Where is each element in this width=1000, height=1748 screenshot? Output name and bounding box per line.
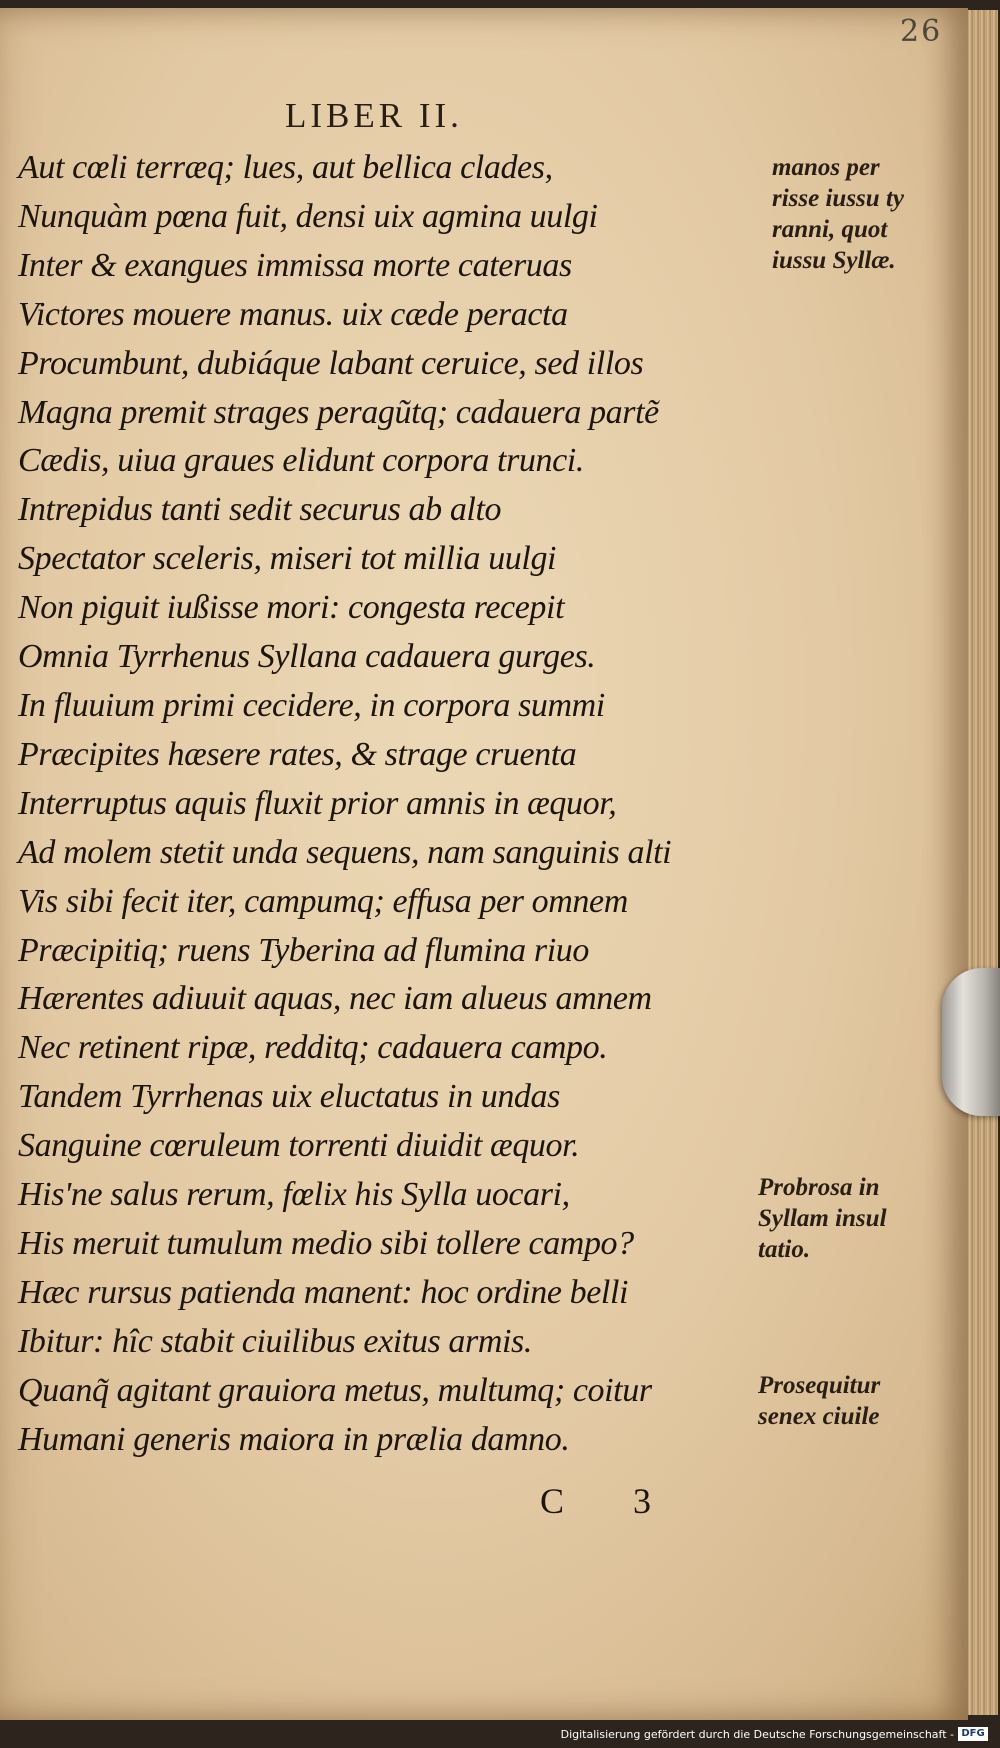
verse-line: His meruit tumulum medio sibi tollere campo? [18, 1224, 634, 1262]
verse-text [18, 144, 758, 1464]
running-head: LIBER II. [285, 96, 463, 135]
marginal-note-line: Probrosa in [758, 1174, 880, 1201]
verse-line: Magna premit strages peragũtq; cadauera partẽ [18, 393, 659, 431]
verse-line: Spectator sceleris, miseri tot millia uulgi [18, 540, 557, 578]
verse-line: In fluuium primi cecidere, in corpora summi [18, 686, 605, 724]
verse-line: Quanq̃ agitant grauiora metus, multumq; coitur [18, 1371, 652, 1409]
footer-credit: Digitalisierung gefördert durch die Deutsche Forschungsgemeinschaft - [560, 1728, 954, 1741]
verse-line: Ibitur: hîc stabit ciuilibus exitus armis. [18, 1322, 532, 1360]
verse-line: Procumbunt, dubiáque labant ceruice, sed illos [18, 344, 644, 382]
marginal-note-line: iussu Syllæ. [772, 247, 896, 274]
verse-line: Interruptus aquis fluxit prior amnis in æquor, [18, 784, 617, 822]
verse-line: Vis sibi fecit iter, campumq; effusa per omnem [18, 882, 628, 920]
marginal-note-1 [772, 152, 904, 276]
verse-line: Humani generis maiora in prælia damno. [18, 1420, 570, 1458]
marginal-note-line: ranni, quot [772, 216, 888, 243]
marginal-note-line: manos per [772, 154, 880, 181]
dfg-logo-icon: DFG [958, 1727, 988, 1741]
page-edge [968, 10, 998, 1715]
marginal-note-3 [758, 1370, 880, 1432]
marginal-note-line: risse iussu ty [772, 185, 904, 212]
verse-line: Sanguine cœruleum torrenti diuidit æquor. [18, 1127, 580, 1165]
marginal-note-line: senex ciuile [758, 1403, 880, 1430]
marginal-note-2 [758, 1172, 887, 1265]
verse-line: Non piguit iußisse mori: congesta recepit [18, 589, 565, 627]
verse-line: Nec retinent ripæ, redditq; cadauera campo. [18, 1029, 608, 1067]
verse-line: Victores mouere manus. uix cæde peracta [18, 295, 568, 333]
verse-line: Ad molem stetit unda sequens, nam sanguinis alti [18, 833, 672, 871]
marginal-note-line: tatio. [758, 1236, 811, 1263]
marginal-note-line: Prosequitur [758, 1372, 881, 1399]
verse-line: Cædis, uiua graues elidunt corpora trunci. [18, 442, 584, 480]
verse-line: Tandem Tyrrhenas uix eluctatus in undas [18, 1078, 560, 1116]
verse-line: Omnia Tyrrhenus Syllana cadauera gurges. [18, 638, 596, 676]
marginal-note-line: Syllam insul [758, 1205, 887, 1232]
clasp-icon [942, 968, 1000, 1116]
verse-line: Præcipitiq; ruens Tyberina ad flumina riuo [18, 931, 589, 969]
verse-line: His'ne salus rerum, fœlix his Sylla uocari, [18, 1176, 570, 1214]
verse-line: Hæc rursus patienda manent: hoc ordine belli [18, 1273, 629, 1311]
verse-line: Nunquàm pœna fuit, densi uix agmina uulgi [18, 197, 598, 235]
signature-mark: C 3 [540, 1481, 682, 1521]
verse-line: Inter & exangues immissa morte cateruas [18, 246, 572, 284]
verse-line: Aut cœli terræq; lues, aut bellica clades, [18, 149, 553, 186]
verse-line: Intrepidus tanti sedit securus ab alto [18, 491, 502, 529]
verse-line: Præcipites hæsere rates, & strage cruenta [18, 735, 577, 773]
folio-number: 26 [900, 14, 943, 49]
verse-line: Hærentes adiuuit aquas, nec iam alueus amnem [18, 980, 652, 1018]
